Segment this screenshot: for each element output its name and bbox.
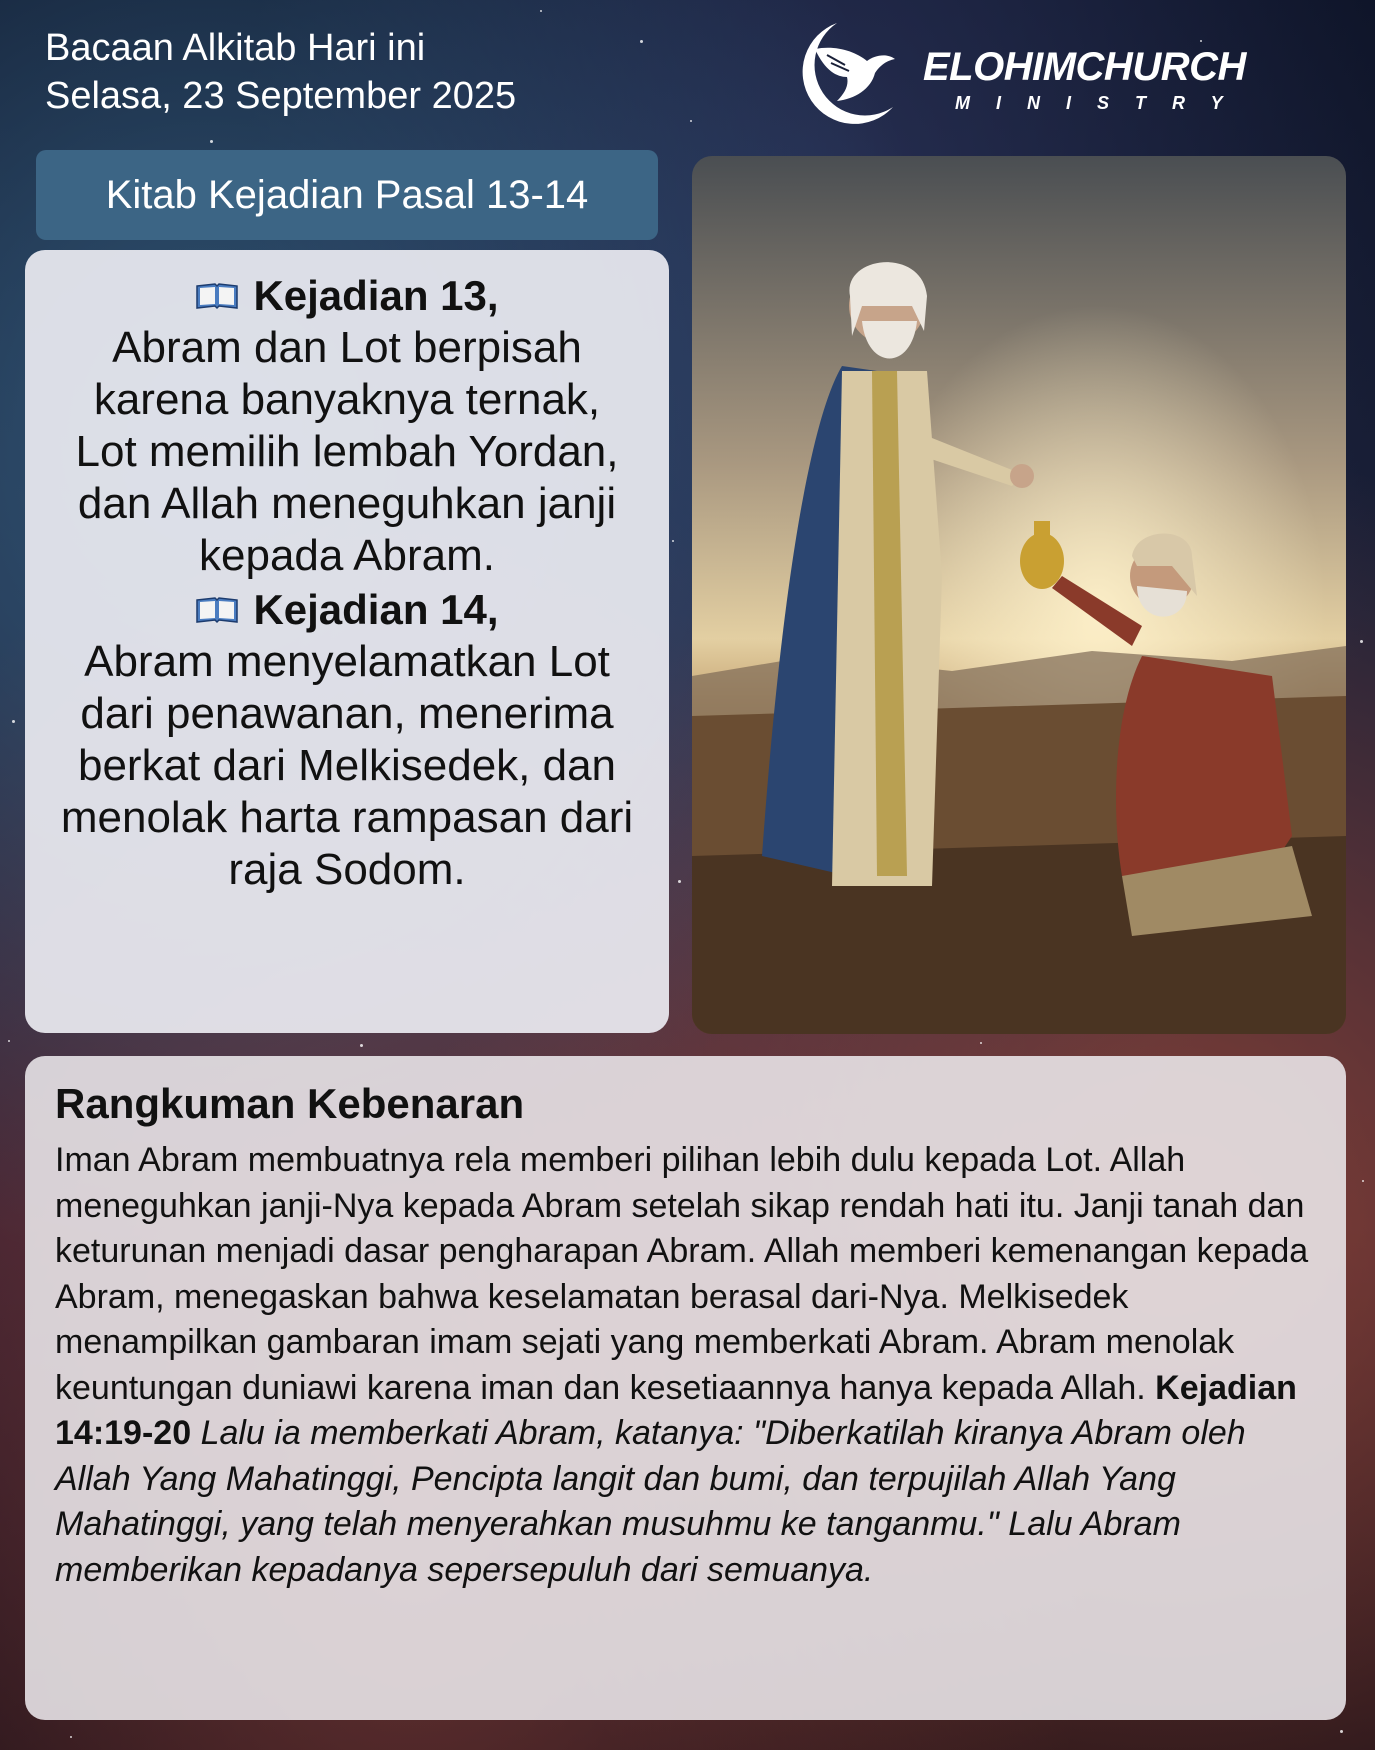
- verse-text: Lalu ia memberkati Abram, katanya: "Diberkatilah kiranya Abram oleh Allah Yang Mahatinggi, Pencipta langit dan bumi, dan terpujilah Allah Yang Mahatinggi, yang telah menyerahkan musuhmu ke tanganmu." Lalu Abram memberikan kepadanya sepersepuluh dari semuanya.: [55, 1414, 1246, 1589]
- church-logo: [775, 15, 1295, 135]
- dove-crescent-icon: [775, 15, 905, 135]
- logo-name: ELOHIMCHURCH: [923, 45, 1246, 89]
- chapter-14-heading: [45, 584, 649, 636]
- book-title-badge: [36, 150, 658, 240]
- chapter-13-title: Kejadian 13,: [253, 272, 499, 319]
- chapter-13-heading: [45, 270, 649, 322]
- header-title: Bacaan Alkitab Hari ini: [45, 27, 426, 69]
- summary-title: Rangkuman Kebenaran: [55, 1080, 525, 1127]
- chapter-14-text: Abram menyelamatkan Lot dari penawanan, menerima berkat dari Melkisedek, dan menolak harta rampasan dari raja Sodom.: [60, 637, 634, 894]
- open-book-icon: [195, 282, 239, 310]
- logo-subtitle: MINISTRY: [955, 93, 1249, 113]
- truth-summary-card: [25, 1056, 1346, 1720]
- summary-body: [55, 1138, 1318, 1593]
- header-date-block: [45, 24, 516, 120]
- header-date: Selasa, 23 September 2025: [45, 75, 517, 117]
- book-title: Kitab Kejadian Pasal 13-14: [105, 172, 589, 217]
- chapter-14-title: Kejadian 14,: [253, 586, 499, 633]
- summary-text: Iman Abram membuatnya rela memberi pilihan lebih dulu kepada Lot. Allah meneguhkan janji-Nya kepada Abram setelah sikap rendah hati itu. Janji tanah dan keturunan menjadi dasar pengharapan Abram. Allah memberi kemenangan kepada Abram, menegaskan bahwa keselamatan berasal dari-Nya. Melkisedek menampilkan gambaran imam sejati yang memberkati Abram. Abram menolak keuntungan duniawi karena iman dan kesetiaannya hanya kepada Allah.: [55, 1141, 1309, 1407]
- chapter-13-text: Abram dan Lot berpisah karena banyaknya ternak, Lot memilih lembah Yordan, dan Allah meneguhkan janji kepada Abram.: [75, 323, 619, 580]
- chapter-summary-card: [25, 250, 669, 1033]
- open-book-icon: [195, 596, 239, 624]
- abram-melchizedek-illustration: [692, 156, 1346, 1034]
- verse-reference: Kejadian 14:19-20: [55, 1368, 1297, 1452]
